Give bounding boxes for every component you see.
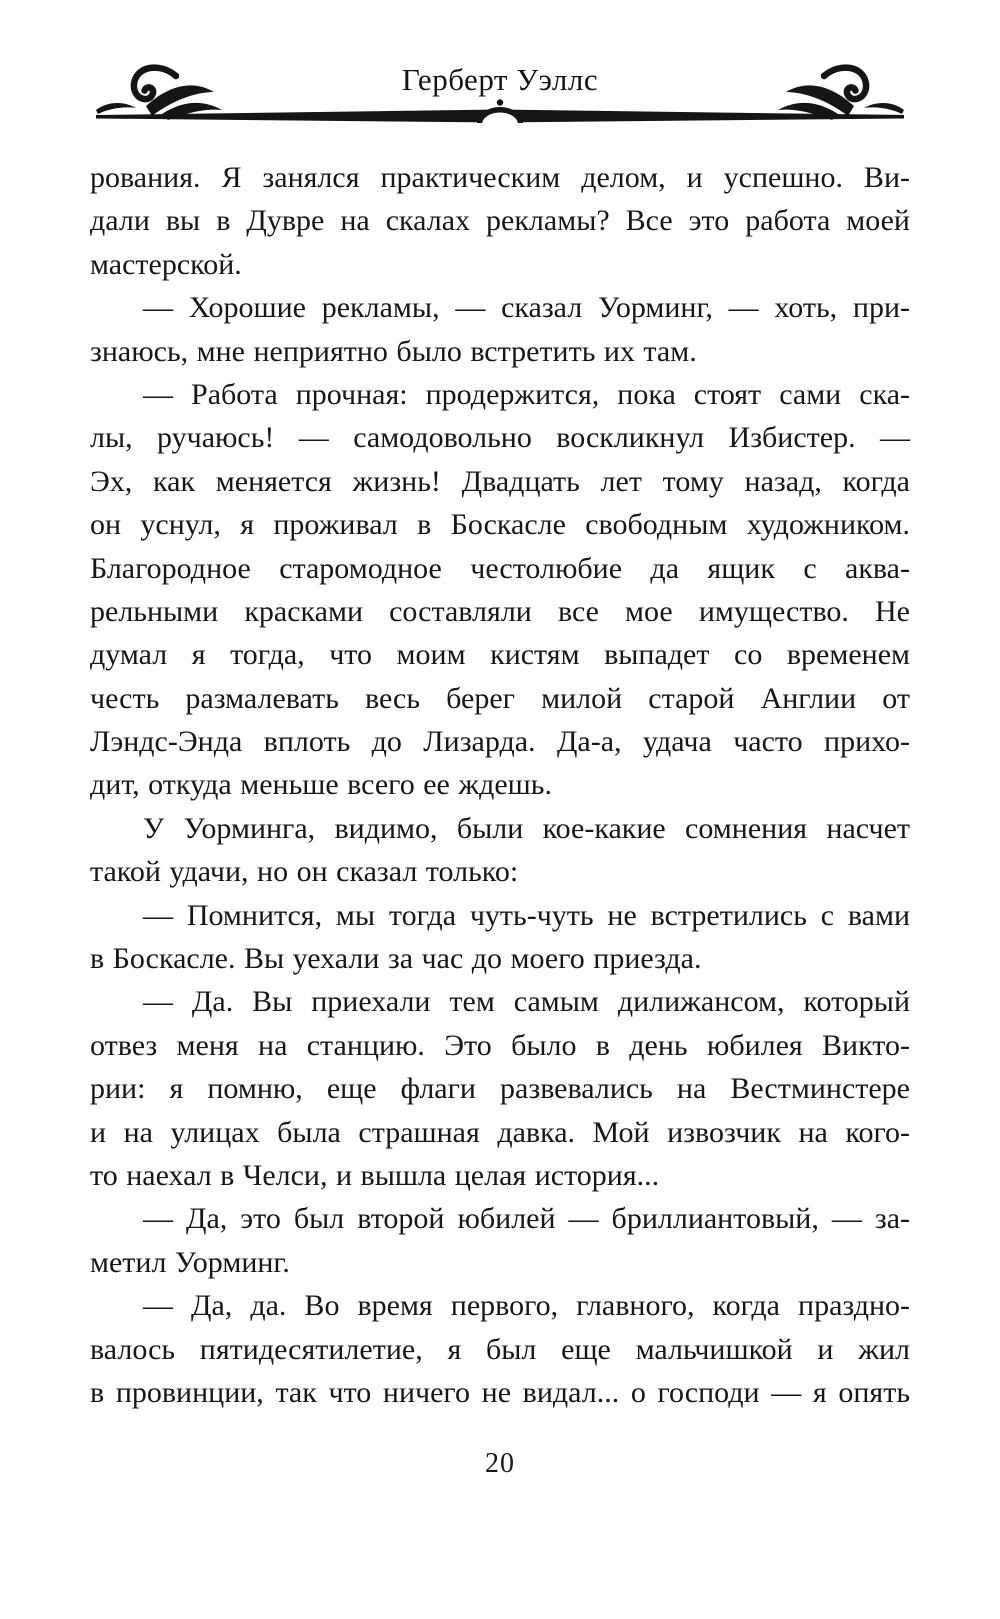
text-line: рии: я помню, еще флаги развевались на Вестминстере [90, 1072, 910, 1106]
text-line: думал я тогда, что моим кистям выпадет со временем [90, 638, 910, 672]
page-body [90, 156, 910, 1414]
text-line: отвез меня на станцию. Это было в день юбилея Викто- [90, 1028, 910, 1062]
text-line: — Работа прочная: продержится, пока стоят сами ска- [143, 377, 910, 411]
text-line: мастерской. [90, 247, 242, 281]
text-line: он уснул, я проживал в Боскасле свободным художником. [90, 508, 910, 542]
text-line: знаюсь, мне неприятно было встретить их там. [90, 334, 697, 368]
text-line: Благородное старомодное честолюбие да ящик с аква- [90, 551, 910, 585]
text-line: — Да. Вы приехали тем самым дилижансом, который [143, 985, 910, 1019]
text-line: — Да, да. Во время первого, главного, когда праздно- [143, 1289, 910, 1323]
text-line: Лэндс-Энда вплоть до Лизарда. Да-а, удача часто прихо- [90, 725, 910, 759]
text-line: честь размалевать весь берег милой старой Англии от [90, 681, 910, 715]
text-line: лы, ручаюсь! — самодовольно воскликнул Избистер. — [90, 421, 910, 455]
header-rule [96, 99, 904, 124]
text-line: Эх, как меняется жизнь! Двадцать лет тому назад, когда [90, 464, 910, 498]
text-line: — Хорошие рекламы, — сказал Уорминг, — хоть, при- [143, 291, 910, 325]
finial-dot-icon [497, 99, 503, 105]
running-title: Герберт Уэллс [401, 62, 599, 97]
text-line: валось пятидесятилетие, я был еще мальчишкой и жил [90, 1332, 910, 1366]
text-line: дит, откуда меньше всего ее ждешь. [90, 768, 552, 802]
text-line: рельными красками составляли все мое имущество. Не [90, 594, 910, 628]
text-line: такой удачи, но он сказал только: [90, 855, 519, 889]
text-line: то наехал в Челси, и вышла целая история... [90, 1158, 660, 1192]
text-line: — Да, это был второй юбилей — бриллиантовый, — за- [143, 1202, 910, 1236]
text-line: — Помнится, мы тогда чуть-чуть не встретились с вами [143, 898, 910, 932]
flourish-right-icon [778, 68, 904, 120]
text-line: в Боскасле. Вы уехали за час до моего приезда. [90, 942, 702, 976]
page-number: 20 [485, 1448, 515, 1479]
text-line: в провинции, так что ничего не видал... о господи — я опять [90, 1375, 910, 1409]
text-line: и на улицах была страшная давка. Мой извозчик на кого- [90, 1115, 910, 1149]
text-line: метил Уорминг. [90, 1245, 290, 1279]
text-line: У Уорминга, видимо, были кое-какие сомнения насчет [143, 811, 910, 845]
header-ornament [88, 60, 912, 130]
text-line: рования. Я занялся практическим делом, и успешно. Ви- [90, 161, 910, 194]
flourish-left-icon [96, 68, 222, 120]
text-line: дали вы в Дувре на скалах рекламы? Все это работа моей [90, 204, 910, 238]
